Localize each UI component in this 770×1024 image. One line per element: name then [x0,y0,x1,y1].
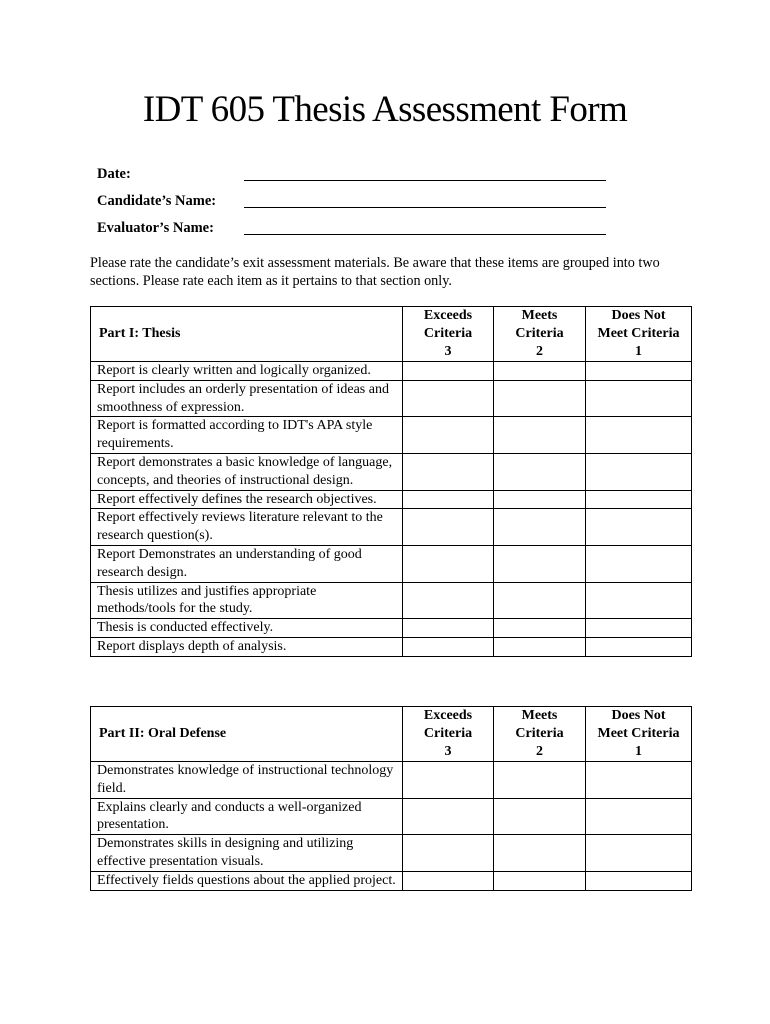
rating-cell-does-not-meet[interactable] [586,582,692,619]
rating-cell-exceeds[interactable] [403,453,494,490]
column-header-meets [494,707,586,762]
column-header-line2: Criteria [423,726,473,741]
evaluator-name-input-line[interactable] [244,234,606,235]
rating-cell-exceeds[interactable] [403,798,494,835]
column-header-does-not-meet [586,707,692,762]
rating-cell-meets[interactable] [494,798,586,835]
table-row [91,417,692,454]
column-header-score: 1 [635,744,642,759]
column-header-line2: Criteria [423,326,473,341]
column-header-line1: Meets [521,308,558,323]
part2-rubric-table [90,706,692,891]
criterion-label: Demonstrates skills in designing and utilizing effective presentation visuals. [91,835,403,872]
form-title: IDT 605 Thesis Assessment Form [142,89,628,130]
rating-cell-exceeds[interactable] [403,835,494,872]
rating-cell-does-not-meet[interactable] [586,453,692,490]
rating-cell-exceeds[interactable] [403,582,494,619]
rating-cell-meets[interactable] [494,762,586,799]
rating-cell-does-not-meet[interactable] [586,762,692,799]
rating-cell-exceeds[interactable] [403,637,494,656]
column-header-line1: Does Not [611,708,666,723]
table-row [91,798,692,835]
criterion-label: Thesis is conducted effectively. [91,619,403,638]
rating-cell-meets[interactable] [494,509,586,546]
part1-title: Part I: Thesis [91,307,403,362]
column-header-meets [494,307,586,362]
candidate-name-label: Candidate’s Name: [97,193,217,209]
column-header-does-not-meet [586,307,692,362]
rating-cell-exceeds[interactable] [403,362,494,381]
column-header-line2: Meet Criteria [597,326,680,341]
column-header-exceeds [403,307,494,362]
rating-cell-does-not-meet[interactable] [586,798,692,835]
rating-cell-meets[interactable] [494,453,586,490]
rating-cell-exceeds[interactable] [403,380,494,417]
rating-cell-exceeds[interactable] [403,762,494,799]
column-header-exceeds [403,707,494,762]
rating-cell-exceeds[interactable] [403,619,494,638]
column-header-score: 3 [444,344,452,359]
instructions-paragraph: Please rate the candidate’s exit assessment materials. Be aware that these items are grouped into two sections. Please rate each item as it pertains to that section only. [90,255,660,289]
part2-title: Part II: Oral Defense [91,707,403,762]
criterion-label: Thesis utilizes and justifies appropriate methods/tools for the study. [91,582,403,619]
rating-cell-exceeds[interactable] [403,871,494,890]
table-row [91,509,692,546]
rating-cell-meets[interactable] [494,835,586,872]
table-row [91,545,692,582]
criterion-label: Demonstrates knowledge of instructional technology field. [91,762,403,799]
rating-cell-exceeds[interactable] [403,490,494,509]
evaluator-name-label: Evaluator’s Name: [97,220,214,236]
rating-cell-does-not-meet[interactable] [586,417,692,454]
rating-cell-meets[interactable] [494,871,586,890]
criterion-label: Report includes an orderly presentation of ideas and smoothness of expression. [91,380,403,417]
rating-cell-meets[interactable] [494,545,586,582]
column-header-score: 1 [635,344,642,359]
criterion-label: Report is clearly written and logically organized. [91,362,403,381]
criterion-label: Report Demonstrates an understanding of good research design. [91,545,403,582]
criterion-label: Report demonstrates a basic knowledge of language, concepts, and theories of instructional design. [91,453,403,490]
criterion-label: Report effectively defines the research objectives. [91,490,403,509]
table-row [91,582,692,619]
rating-cell-exceeds[interactable] [403,509,494,546]
table-row [91,835,692,872]
candidate-name-input-line[interactable] [244,207,606,208]
rating-cell-does-not-meet[interactable] [586,362,692,381]
rating-cell-meets[interactable] [494,417,586,454]
column-header-score: 2 [536,344,543,359]
rating-cell-does-not-meet[interactable] [586,490,692,509]
table-row [91,362,692,381]
column-header-line2: Criteria [515,326,564,341]
rating-cell-meets[interactable] [494,490,586,509]
date-input-line[interactable] [244,180,606,181]
table-row [91,871,692,890]
column-header-line1: Exceeds [423,308,473,323]
rating-cell-does-not-meet[interactable] [586,380,692,417]
rating-cell-does-not-meet[interactable] [586,835,692,872]
column-header-line2: Criteria [515,726,564,741]
table-row [91,453,692,490]
table-row [91,380,692,417]
column-header-line1: Exceeds [423,708,473,723]
criterion-label: Report effectively reviews literature relevant to the research question(s). [91,509,403,546]
criterion-label: Report is formatted according to IDT's APA style requirements. [91,417,403,454]
rating-cell-does-not-meet[interactable] [586,637,692,656]
rating-cell-does-not-meet[interactable] [586,509,692,546]
table-row [91,762,692,799]
rating-cell-does-not-meet[interactable] [586,619,692,638]
rating-cell-meets[interactable] [494,380,586,417]
rating-cell-meets[interactable] [494,362,586,381]
table-row [91,619,692,638]
rating-cell-meets[interactable] [494,637,586,656]
rating-cell-meets[interactable] [494,582,586,619]
column-header-line2: Meet Criteria [597,726,680,741]
rating-cell-does-not-meet[interactable] [586,871,692,890]
criterion-label: Explains clearly and conducts a well-organized presentation. [91,798,403,835]
table-row [91,490,692,509]
part1-rubric-table [90,306,692,657]
criterion-label: Effectively fields questions about the applied project. [91,871,403,890]
column-header-score: 3 [444,744,452,759]
column-header-score: 2 [536,744,543,759]
date-label: Date: [97,166,131,182]
rating-cell-does-not-meet[interactable] [586,545,692,582]
rating-cell-exceeds[interactable] [403,417,494,454]
rating-cell-meets[interactable] [494,619,586,638]
criterion-label: Report displays depth of analysis. [91,637,403,656]
rating-cell-exceeds[interactable] [403,545,494,582]
column-header-line1: Meets [521,708,558,723]
table-row [91,637,692,656]
column-header-line1: Does Not [611,308,666,323]
